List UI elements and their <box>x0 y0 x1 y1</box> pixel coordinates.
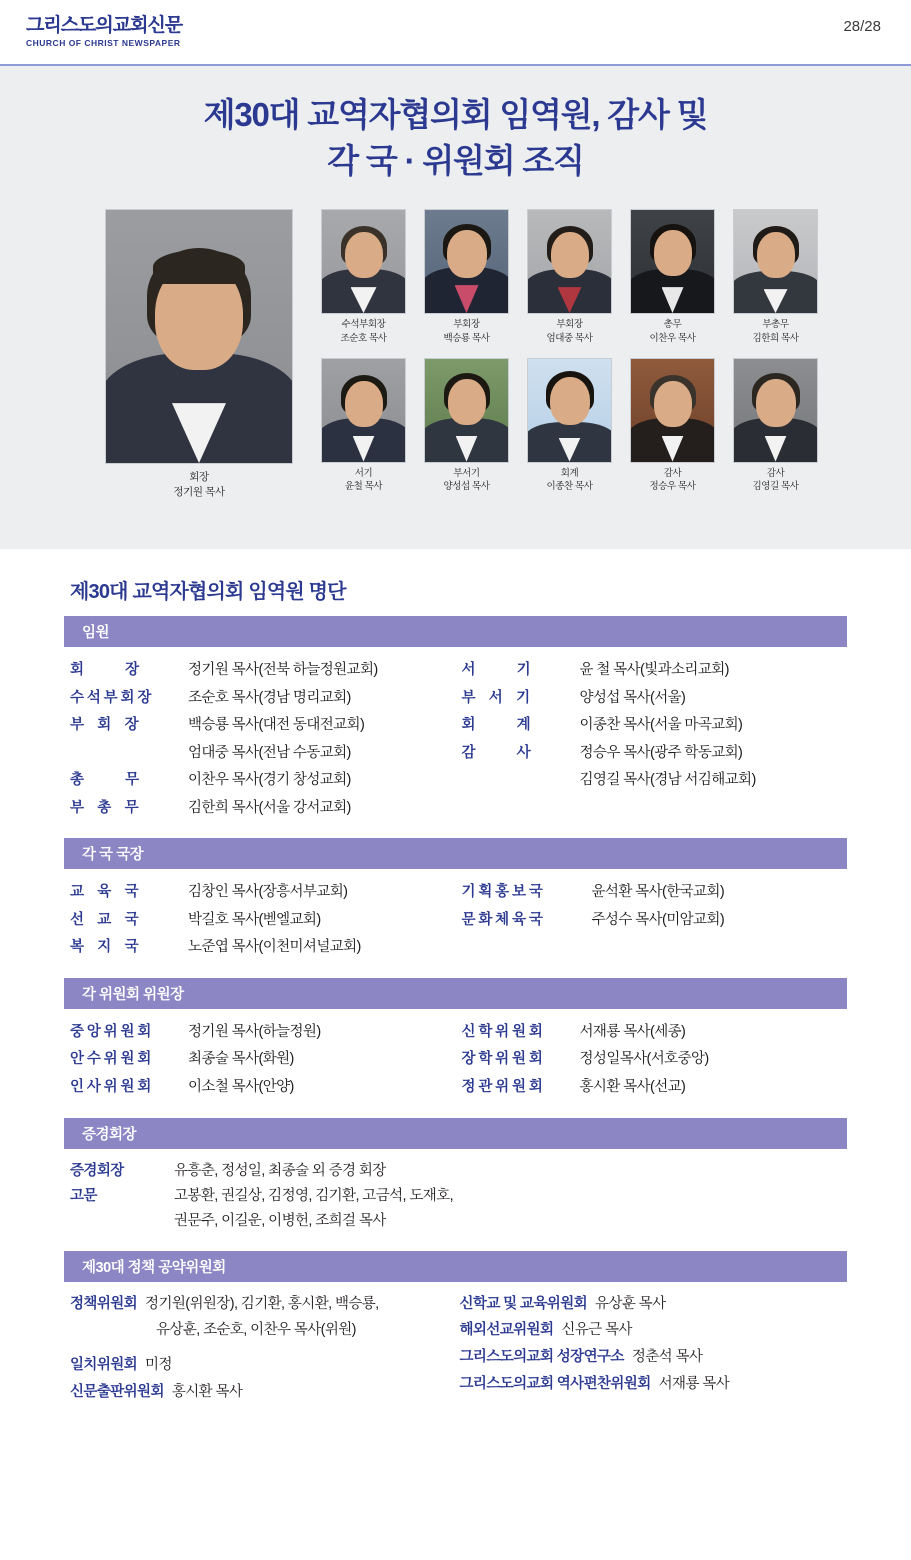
roster-row <box>460 1345 844 1370</box>
roster-row <box>70 934 452 962</box>
officers-rows <box>64 647 847 826</box>
member-role: 감사 <box>766 467 785 479</box>
portrait-illustration <box>322 210 405 313</box>
roster-label: 서 기 <box>461 662 531 678</box>
chair-name: 정기원 목사 <box>173 486 225 499</box>
roster-label: 총 무 <box>70 772 139 789</box>
roster-label: 부 회 장 <box>70 717 139 734</box>
chair-role: 회장 <box>189 471 209 484</box>
roster-value: 정성일목사(서호중앙) <box>579 1051 709 1068</box>
roster-value: 정승우 목사(광주 학동교회) <box>579 744 743 761</box>
roster-label <box>70 1318 148 1343</box>
member-grid <box>321 209 818 494</box>
committee-right-column <box>462 1019 844 1102</box>
bureau-left-column <box>70 879 452 962</box>
member-role: 부총무 <box>762 319 789 331</box>
roster-value: 이찬우 목사(경기 창성교회) <box>188 772 351 789</box>
roster-value: 권문주, 이길운, 이병헌, 조희걸 목사 <box>174 1213 386 1230</box>
portrait-illustration <box>528 359 611 462</box>
roster-label: 선 교 국 <box>70 911 139 928</box>
roster-label: 신문출판위원회 <box>70 1383 164 1400</box>
roster-value: 정기원(위원장), 김기환, 홍시환, 백승룡, <box>145 1295 379 1312</box>
roster-value: 김한희 목사(서울 강서교회) <box>188 799 351 816</box>
member-photo <box>321 358 406 463</box>
member-role: 총무 <box>663 319 682 331</box>
elders-rows <box>64 1149 847 1239</box>
roster-row <box>70 1318 454 1343</box>
roster-label: 안 수 위 원 회 <box>70 1051 151 1068</box>
member-card <box>424 358 509 495</box>
band-committee-chairs: 각 위원회 위원장 <box>64 978 847 1009</box>
roster-row <box>70 685 452 713</box>
roster-section <box>0 549 911 1406</box>
roster-value: 조순호 목사(경남 명리교회) <box>188 689 351 706</box>
roster-label: 부 서 기 <box>461 689 530 706</box>
roster-row <box>462 1074 844 1102</box>
member-photo <box>527 209 612 314</box>
roster-value: 김영길 목사(경남 서김해교회) <box>579 772 756 789</box>
member-card <box>527 209 612 346</box>
member-role: 감사 <box>663 467 682 479</box>
roster-label: 교 육 국 <box>70 884 139 901</box>
roster-value: 윤석환 목사(한국교회) <box>591 884 725 901</box>
roster-label: 중 앙 위 원 회 <box>70 1023 151 1040</box>
portrait-gallery <box>0 209 911 500</box>
member-caption <box>733 318 818 346</box>
member-name: 김영길 목사 <box>752 481 799 493</box>
roster-row <box>460 1372 844 1397</box>
roster-row <box>460 1292 844 1317</box>
roster-value: 김창인 목사(장흥서부교회) <box>188 884 348 901</box>
page-title <box>0 92 911 183</box>
policy-rows <box>64 1282 847 1407</box>
roster-value: 유상훈, 조순호, 이찬우 목사(위원) <box>156 1322 356 1339</box>
roster-value: 서재룡 목사(세종) <box>579 1023 686 1040</box>
roster-value: 최종술 목사(화원) <box>188 1051 294 1068</box>
roster-value: 주성수 목사(미암교회) <box>591 911 725 928</box>
masthead-logo-en: CHURCH OF CHRIST NEWSPAPER <box>26 37 181 48</box>
member-caption <box>527 318 612 346</box>
member-role: 부서기 <box>453 467 480 479</box>
roster-value: 홍시환 목사 <box>171 1383 243 1400</box>
roster-label: 기 획 홍 보 국 <box>461 884 543 901</box>
member-card <box>630 358 715 495</box>
portrait-illustration <box>106 210 292 463</box>
page-title-line2: 각 국 · 위원회 조직 <box>327 141 584 179</box>
member-card <box>733 358 818 495</box>
roster-label: 일치위원회 <box>70 1356 138 1373</box>
member-photo <box>527 358 612 463</box>
roster-row <box>462 657 844 685</box>
band-officers: 임원 <box>64 616 847 647</box>
member-caption <box>733 467 818 495</box>
roster-row <box>462 907 844 935</box>
member-name: 백승룡 목사 <box>443 332 490 344</box>
member-caption <box>321 467 406 495</box>
portrait-illustration <box>631 210 714 313</box>
roster-row <box>70 1209 843 1234</box>
member-card <box>733 209 818 346</box>
member-name: 엄대중 목사 <box>546 332 593 344</box>
officers-left-column <box>70 657 452 822</box>
member-caption <box>321 318 406 346</box>
roster-value: 엄대중 목사(전남 수동교회) <box>188 744 351 761</box>
page-number: 28/28 <box>843 18 881 35</box>
member-photo <box>733 209 818 314</box>
roster-value: 고봉환, 권길상, 김정영, 김기환, 고금석, 도재호, <box>174 1187 454 1204</box>
roster-row <box>462 1046 844 1074</box>
band-elders: 증경회장 <box>64 1118 847 1149</box>
roster-title: 제30대 교역자협의회 임역원 명단 <box>70 581 346 603</box>
roster-row <box>70 740 452 768</box>
member-caption <box>527 467 612 495</box>
roster-label: 복 지 국 <box>70 939 139 956</box>
roster-label: 감 사 <box>461 744 531 761</box>
roster-value: 홍시환 목사(선교) <box>579 1079 686 1096</box>
roster-label: 문 화 체 육 국 <box>461 911 543 928</box>
roster-row <box>70 1292 454 1317</box>
roster-label: 장 학 위 원 회 <box>461 1051 543 1068</box>
policy-right-column <box>460 1292 844 1407</box>
roster-label: 인 사 위 원 회 <box>70 1079 151 1096</box>
member-photo <box>424 209 509 314</box>
member-name: 김한희 목사 <box>752 332 799 344</box>
member-photo <box>733 358 818 463</box>
chair-portrait-block <box>105 209 293 500</box>
officers-right-column <box>462 657 844 822</box>
roster-value: 노준엽 목사(이천미셔널교회) <box>188 939 361 956</box>
roster-value: 양성섭 목사(서울) <box>579 689 686 706</box>
member-role: 부회장 <box>556 319 583 331</box>
portrait-illustration <box>528 210 611 313</box>
member-name: 조순호 목사 <box>340 332 387 344</box>
roster-row <box>70 657 452 685</box>
roster-value: 이종찬 목사(서울 마곡교회) <box>579 717 743 734</box>
roster-row <box>70 1074 452 1102</box>
committee-rows <box>64 1009 847 1106</box>
member-role: 서기 <box>354 467 373 479</box>
roster-row <box>460 1318 844 1343</box>
member-name: 윤철 목사 <box>344 481 383 493</box>
member-caption <box>630 318 715 346</box>
roster-row <box>70 879 452 907</box>
masthead-logo-kr: 그리스도의교회신문 <box>26 15 183 37</box>
roster-label: 수 석 부 회 장 <box>70 689 151 706</box>
roster-label: 그리스도의교회 성장연구소 <box>459 1348 624 1365</box>
roster-value: 이소철 목사(안양) <box>188 1079 294 1096</box>
roster-value: 정춘석 목사 <box>631 1348 703 1365</box>
committee-left-column <box>70 1019 452 1102</box>
masthead-logo <box>26 16 182 48</box>
roster-label: 신 학 위 원 회 <box>461 1023 543 1040</box>
portrait-illustration <box>322 359 405 462</box>
member-name: 이종찬 목사 <box>546 481 593 493</box>
portrait-illustration <box>734 359 817 462</box>
page-title-line1: 제30대 교역자협의회 임역원, 감사 및 <box>203 96 708 133</box>
roster-value: 윤 철 목사(빛과소리교회) <box>579 662 729 678</box>
page-header <box>0 0 911 66</box>
chair-photo <box>105 209 293 464</box>
member-card <box>527 358 612 495</box>
member-photo <box>424 358 509 463</box>
roster-value: 신유근 목사 <box>561 1322 632 1339</box>
roster-row <box>70 907 452 935</box>
member-photo <box>321 209 406 314</box>
roster-value: 서재룡 목사 <box>658 1375 730 1392</box>
roster-label: 신학교 및 교육위원회 <box>459 1295 588 1312</box>
roster-label: 회 장 <box>70 662 139 678</box>
roster-row <box>70 1159 843 1184</box>
chair-caption <box>105 470 293 500</box>
roster-value: 유흥춘, 정성일, 최종술 외 증경 회장 <box>174 1162 386 1179</box>
roster-row <box>70 1380 454 1405</box>
roster-row <box>70 767 452 795</box>
portrait-illustration <box>425 210 508 313</box>
roster-label: 정 관 위 원 회 <box>461 1079 543 1096</box>
roster-value: 정기원 목사(전북 하늘정원교회) <box>188 662 378 678</box>
roster-row <box>70 1019 452 1047</box>
roster-row <box>70 712 452 740</box>
member-name: 양성섭 목사 <box>443 481 490 493</box>
band-policy: 제30대 정책 공약위원회 <box>64 1251 847 1282</box>
policy-left-column <box>70 1292 454 1407</box>
roster-label: 그리스도의교회 역사편찬위원회 <box>459 1375 651 1392</box>
roster-value: 유상훈 목사 <box>595 1295 666 1312</box>
roster-value: 미정 <box>145 1356 172 1373</box>
roster-row <box>70 1353 454 1378</box>
member-card <box>321 358 406 495</box>
bureau-right-column <box>462 879 844 962</box>
roster-row <box>70 795 452 823</box>
member-card <box>630 209 715 346</box>
member-photo <box>630 358 715 463</box>
bureau-rows <box>64 869 847 966</box>
roster-row <box>70 1184 843 1209</box>
member-caption <box>424 318 509 346</box>
roster-row <box>462 879 844 907</box>
member-photo <box>630 209 715 314</box>
roster-label: 증경회장 <box>70 1162 124 1179</box>
member-role: 회계 <box>560 467 579 479</box>
roster-value: 박길호 목사(벧엘교회) <box>188 911 321 928</box>
roster-value: 백승룡 목사(대전 동대전교회) <box>188 717 365 734</box>
member-role: 부회장 <box>453 319 480 331</box>
roster-row <box>462 767 844 795</box>
member-card <box>424 209 509 346</box>
roster-label: 해외선교위원회 <box>459 1322 554 1339</box>
band-bureau-chiefs: 각 국 국장 <box>64 838 847 869</box>
member-role: 수석부회장 <box>341 319 386 331</box>
hero-section <box>0 66 911 549</box>
member-caption <box>424 467 509 495</box>
roster-label: 정책위원회 <box>70 1295 138 1312</box>
roster-value: 정기원 목사(하늘정원) <box>188 1023 321 1040</box>
roster-label: 회 계 <box>461 717 531 734</box>
roster-row <box>462 712 844 740</box>
roster-row <box>462 740 844 768</box>
roster-label <box>70 1209 174 1234</box>
member-caption <box>630 467 715 495</box>
roster-label: 부 총 무 <box>70 799 139 816</box>
portrait-illustration <box>425 359 508 462</box>
member-name: 이찬우 목사 <box>649 332 696 344</box>
member-name: 정승우 목사 <box>649 481 696 493</box>
roster-row <box>462 685 844 713</box>
member-card <box>321 209 406 346</box>
portrait-illustration <box>734 210 817 313</box>
roster-label: 고문 <box>70 1187 97 1204</box>
portrait-illustration <box>631 359 714 462</box>
roster-row <box>462 1019 844 1047</box>
roster-row <box>70 1046 452 1074</box>
